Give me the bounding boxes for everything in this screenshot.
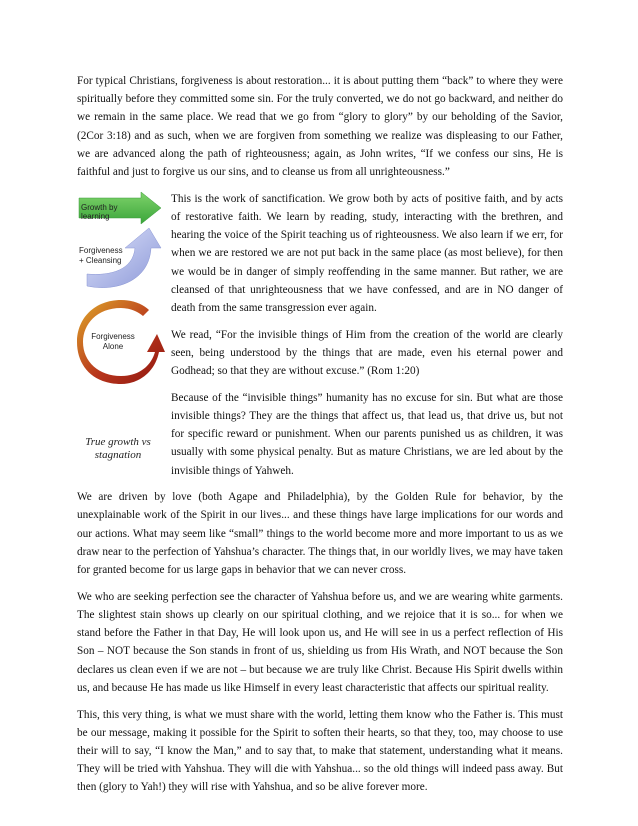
- arrow1-label: Growth by learning: [81, 202, 118, 221]
- arrow3-label-line2: Alone: [102, 341, 124, 351]
- caption-line-2: stagnation: [94, 448, 142, 461]
- paragraph-5: We are driven by love (both Agape and Philadelphia), by the Golden Rule for behavior, by the unexplainable work of the Spirit in our lives... and these things have large implications for our words and our actions. What may seem like “small” things to the world become more and more important to us as we draw near to the perfection of Yahshua’s character. The things that, in our worldly lives, we may have taken for granted become for us large gaps in behavior that we can never cross.: [77, 491, 563, 577]
- growth-figure: [77, 190, 165, 466]
- document-page: [77, 72, 563, 805]
- paragraph-1: For typical Christians, forgiveness is about restoration... it is about putting them “back” to where they were spiritually before they committed some sin. For the truly converted, we do not go backward, and neither do we remain in the same place. We read that we go from “glory to glory” by our beholding of the Savior, (2Cor 3:18) and as such, when we are forgiven from something we realize was displeasing to our Father, we are advanced along the path of righteousness; again, as John writes, “If we confess our sins, He is faithful and just to forgive us our sins, and to cleanse us from all unrighteousness.”: [77, 75, 563, 179]
- paragraph-2: This is the work of sanctification. We grow both by acts of positive faith, and by acts of restorative faith. We learn by reading, study, interacting with the brethren, and hearing the voice of the Spirit teaching us of righteousness. We also learn if we err, for when we are restored we are not put back in the same place (as most believe), for then we would be in danger of simply reoffending in the same manner. But rather, we are cleansed of that unrighteousness that we have confessed, and are in NO danger of death from the same transgression ever again.: [171, 192, 563, 314]
- paragraph-6: We who are seeking perfection see the character of Yahshua before us, and we are wearing white garments. The slightest stain shows up clearly on our spiritual clothing, and we rejoice that it is so... for when we stand before the Father in that Day, He will look upon us, and He will see in us a perfect reflection of His Son – NOT because the Son stands in front of us, shielding us from His Wrath, and NOT because the Son declares us clean even if we are not – but because we are truly like Christ. Because His Spirit dwells within us, and because He has made us like Himself in every least characteristic that affects our spiritual reality.: [77, 590, 563, 694]
- figure-graphics: [77, 190, 165, 466]
- arrow2-label-line2: + Cleansing: [79, 255, 122, 265]
- paragraph-4: Because of the “invisible things” humanity has no excuse for sin. But what are those invisible things? They are the things that affect us, that lead us, that drive us, but not for specific reward or punishment. When our parents punished us as children, it was usually with some physical penalty. But as mature Christians, we are led about by the invisible things of Yahweh.: [171, 391, 563, 477]
- paragraph-7: This, this very thing, is what we must share with the world, letting them know who the Father is. This must be our message, making it possible for the Spirit to soften their hearts, so that they, too, may choose to use their will to say, “I know the Man,” and to say that, to make that statement, understanding what it means. They will be tried with Yahshua. They will die with Yahshua... so the old things will indeed pass away. But then (glory to Yah!) they will rise with Yahshua, and so be alive forever more.: [77, 708, 563, 794]
- caption-line-1: True growth vs: [85, 435, 151, 448]
- figure-caption: [77, 436, 159, 462]
- arrow3-label-line1: Forgiveness: [91, 331, 135, 341]
- arrow2-label-line1: Forgiveness: [79, 245, 123, 255]
- paragraph-3: We read, “For the invisible things of Him from the creation of the world are clearly seen, being understood by the things that are made, even his eternal power and Godhead; so that they are without excuse.” (Rom 1:20): [171, 328, 563, 378]
